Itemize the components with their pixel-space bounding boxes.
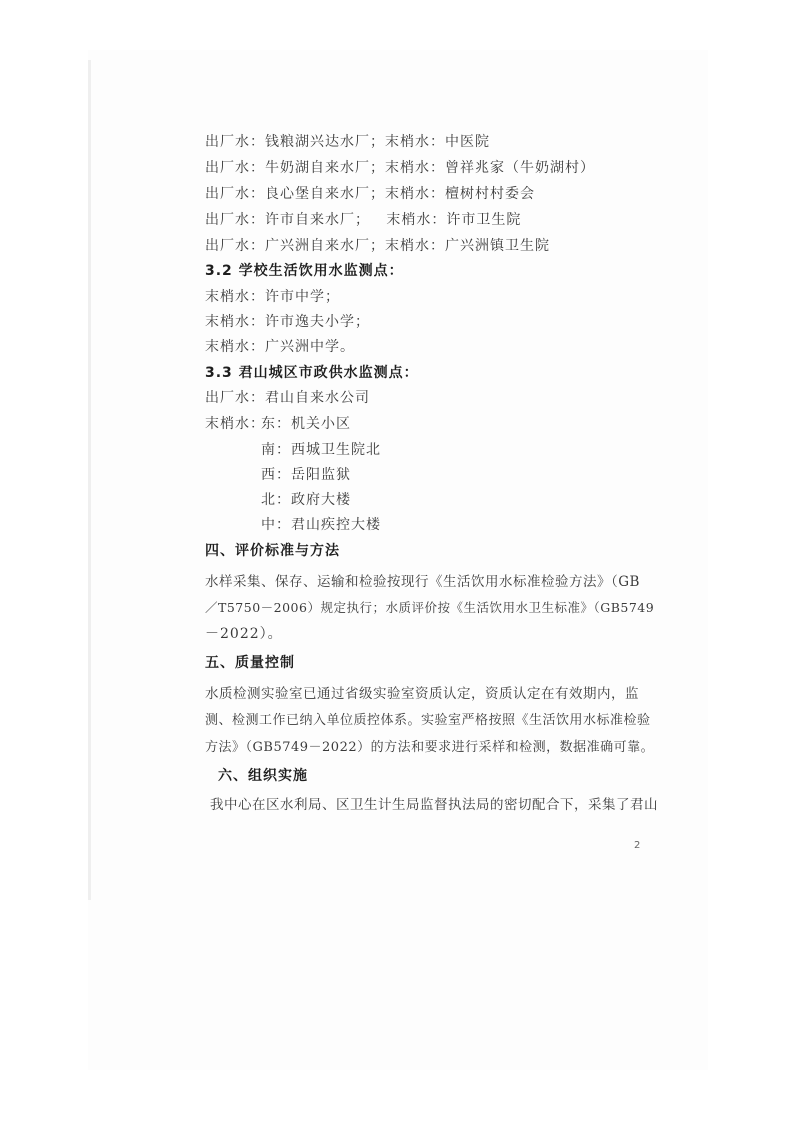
supply-item-2: 出厂水：牛奶湖自来水厂；末梢水：曾祥兆家（牛奶湖村） (205, 160, 595, 176)
school-item-1: 末梢水：许市中学； (205, 289, 340, 305)
section4-line-2: ／T5750－2006）规定执行；水质评价按《生活饮用水卫生标准》（GB5749 (205, 600, 655, 615)
city-heading: 3.3 君山城区市政供水监测点： (205, 365, 419, 381)
city-point-east: 东：机关小区 (261, 416, 351, 432)
school-item-2: 末梢水：许市逸夫小学； (205, 314, 370, 330)
section4-line-1: 水样采集、保存、运输和检验按现行《生活饮用水标准检验方法》（GB (205, 574, 640, 590)
city-point-south: 南：西城卫生院北 (261, 442, 381, 458)
page-edge (88, 60, 91, 900)
section4-line-3: －2022）。 (205, 626, 283, 642)
city-point-west: 西：岳阳监狱 (261, 467, 351, 483)
section5-title: 五、质量控制 (205, 655, 295, 671)
supply-item-3: 出厂水：良心堡自来水厂；末梢水：檀树村村委会 (205, 186, 535, 202)
section5-line-2: 测、检测工作已纳入单位质控体系。实验室严格按照《生活饮用水标准检验 (205, 713, 651, 728)
school-item-3: 末梢水：广兴洲中学。 (205, 339, 355, 355)
city-tap-prefix: 末梢水： (205, 416, 265, 432)
section5-line-3: 方法》（GB5749－2022）的方法和要求进行采样和检测，数据准确可靠。 (205, 740, 655, 755)
supply-item-5: 出厂水：广兴洲自来水厂；末梢水：广兴洲镇卫生院 (205, 238, 550, 254)
supply-item-4: 出厂水：许市自来水厂； 末梢水：许市卫生院 (205, 212, 522, 228)
section6-title: 六、组织实施 (218, 768, 308, 784)
city-point-north: 北：政府大楼 (261, 492, 351, 508)
city-point-center: 中：君山疾控大楼 (261, 517, 381, 533)
page-number: 2 (634, 840, 641, 851)
section5-line-1: 水质检测实验室已通过省级实验室资质认定，资质认定在有效期内，监 (205, 686, 639, 702)
school-heading: 3.2 学校生活饮用水监测点： (205, 263, 404, 279)
city-outlet: 出厂水：君山自来水公司 (205, 390, 370, 406)
supply-item-1: 出厂水：钱粮湖兴达水厂；末梢水：中医院 (205, 134, 490, 150)
section6-line-1: 我中心在区水利局、区卫生计生局监督执法局的密切配合下，采集了君山 (210, 797, 658, 813)
section4-title: 四、评价标准与方法 (205, 543, 340, 559)
